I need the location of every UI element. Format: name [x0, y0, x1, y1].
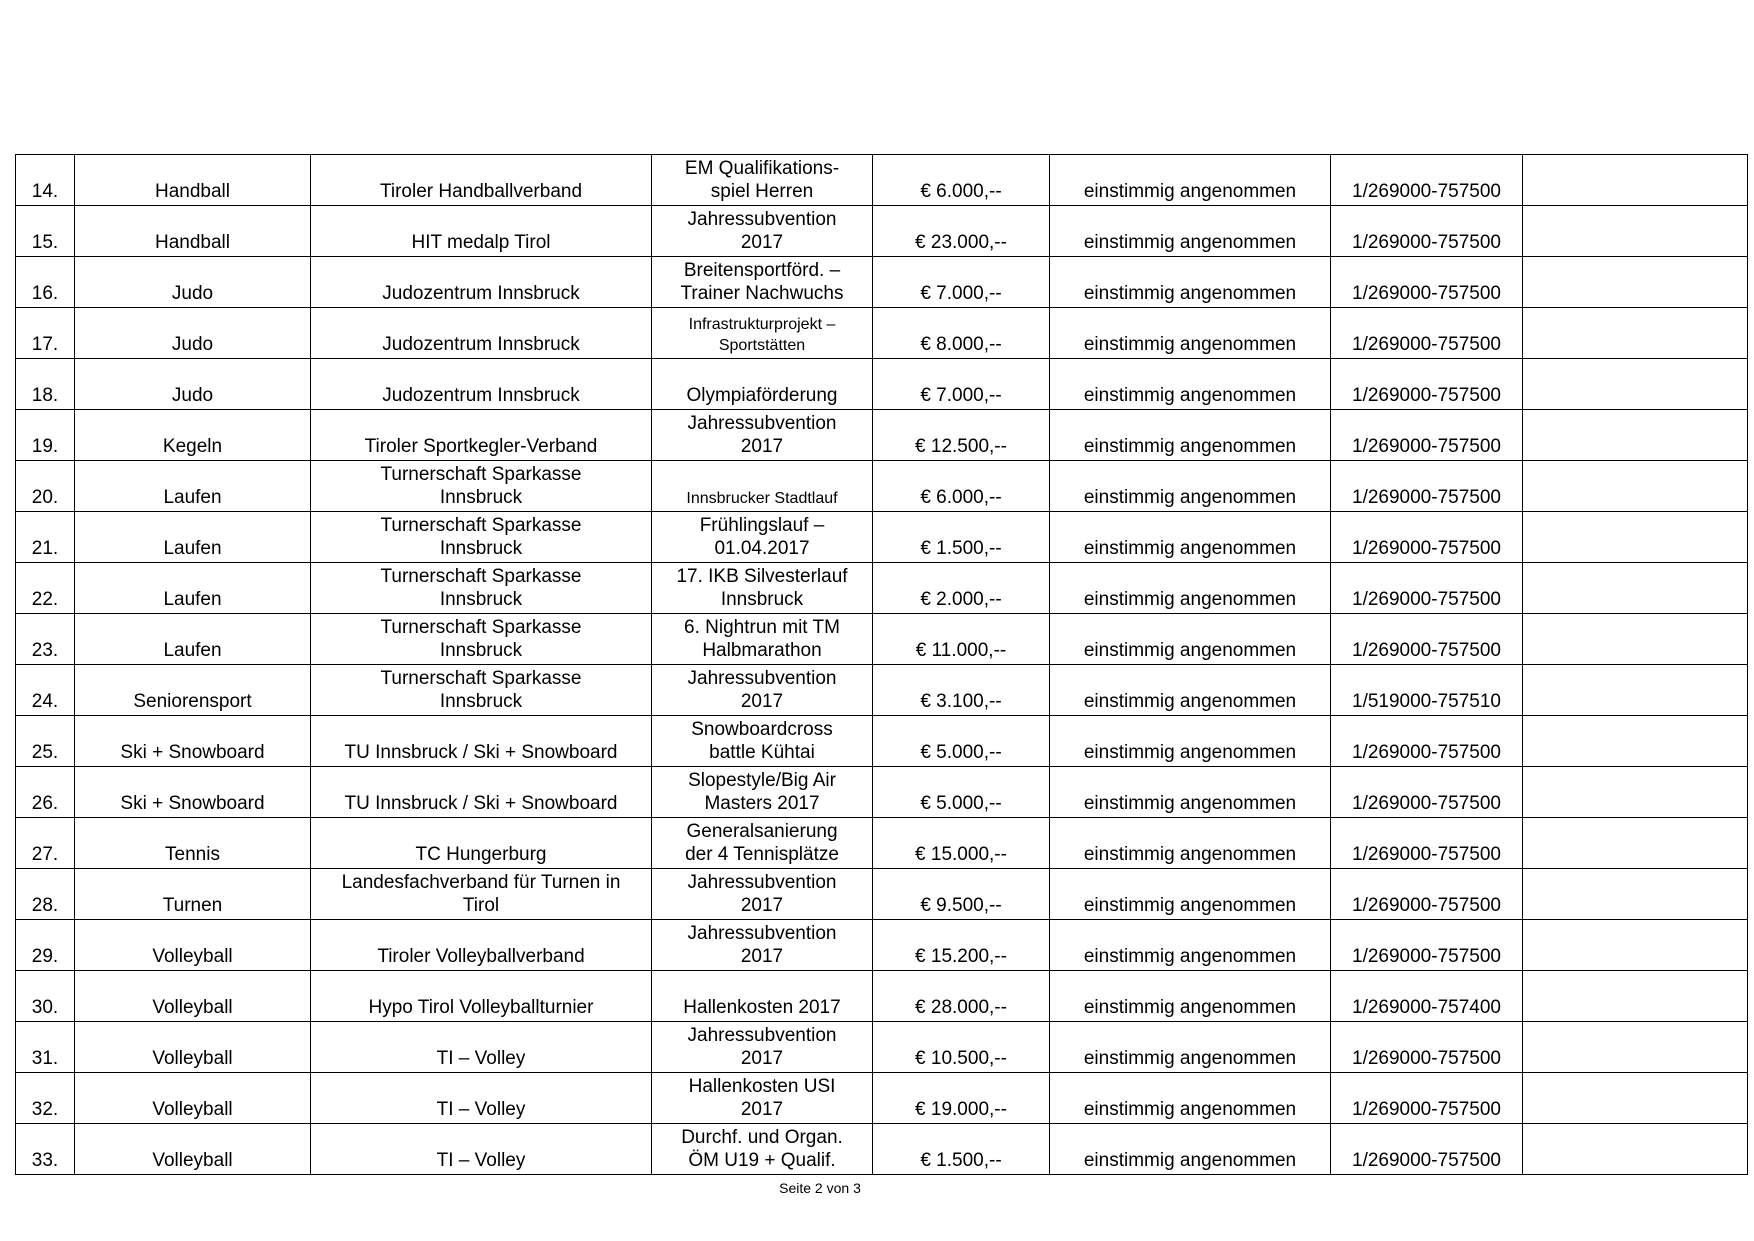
note-cell: [1523, 563, 1748, 614]
decision-cell: einstimmig angenommen: [1050, 410, 1331, 461]
decision-cell: einstimmig angenommen: [1050, 818, 1331, 869]
table-row: [16, 1022, 1748, 1073]
table-row: [16, 665, 1748, 716]
club-cell: Turnerschaft Sparkasse Innsbruck: [311, 563, 652, 614]
purpose-cell: Durchf. und Organ. ÖM U19 + Qualif.: [652, 1124, 873, 1175]
club-cell: Turnerschaft Sparkasse Innsbruck: [311, 614, 652, 665]
table-row: [16, 461, 1748, 512]
account-cell: 1/269000-757500: [1331, 461, 1523, 512]
amount-cell: € 11.000,--: [873, 614, 1050, 665]
amount-cell: € 1.500,--: [873, 1124, 1050, 1175]
purpose-cell: 17. IKB Silvesterlauf Innsbruck: [652, 563, 873, 614]
table-row: [16, 512, 1748, 563]
decision-cell: einstimmig angenommen: [1050, 206, 1331, 257]
row-number: 15.: [16, 206, 75, 257]
club-cell: Judozentrum Innsbruck: [311, 308, 652, 359]
club-cell: TI – Volley: [311, 1073, 652, 1124]
note-cell: [1523, 818, 1748, 869]
decision-cell: einstimmig angenommen: [1050, 359, 1331, 410]
amount-cell: € 19.000,--: [873, 1073, 1050, 1124]
table-row: [16, 563, 1748, 614]
account-cell: 1/269000-757500: [1331, 206, 1523, 257]
table-row: [16, 1073, 1748, 1124]
row-number: 22.: [16, 563, 75, 614]
sport-cell: Kegeln: [75, 410, 311, 461]
club-cell: Landesfachverband für Turnen in Tirol: [311, 869, 652, 920]
club-cell: HIT medalp Tirol: [311, 206, 652, 257]
amount-cell: € 5.000,--: [873, 767, 1050, 818]
account-cell: 1/269000-757500: [1331, 308, 1523, 359]
row-number: 33.: [16, 1124, 75, 1175]
account-cell: 1/269000-757500: [1331, 614, 1523, 665]
purpose-cell: Jahressubvention 2017: [652, 206, 873, 257]
row-number: 16.: [16, 257, 75, 308]
row-number: 29.: [16, 920, 75, 971]
amount-cell: € 10.500,--: [873, 1022, 1050, 1073]
row-number: 28.: [16, 869, 75, 920]
table-row: [16, 818, 1748, 869]
row-number: 23.: [16, 614, 75, 665]
club-cell: TU Innsbruck / Ski + Snowboard: [311, 716, 652, 767]
sport-cell: Laufen: [75, 563, 311, 614]
amount-cell: € 7.000,--: [873, 359, 1050, 410]
club-cell: Judozentrum Innsbruck: [311, 257, 652, 308]
purpose-cell: Hallenkosten 2017: [652, 971, 873, 1022]
row-number: 25.: [16, 716, 75, 767]
row-number: 32.: [16, 1073, 75, 1124]
note-cell: [1523, 308, 1748, 359]
row-number: 18.: [16, 359, 75, 410]
note-cell: [1523, 206, 1748, 257]
note-cell: [1523, 971, 1748, 1022]
note-cell: [1523, 614, 1748, 665]
decision-cell: einstimmig angenommen: [1050, 461, 1331, 512]
amount-cell: € 7.000,--: [873, 257, 1050, 308]
sport-cell: Turnen: [75, 869, 311, 920]
amount-cell: € 1.500,--: [873, 512, 1050, 563]
purpose-cell: Hallenkosten USI 2017: [652, 1073, 873, 1124]
decision-cell: einstimmig angenommen: [1050, 869, 1331, 920]
row-number: 14.: [16, 155, 75, 206]
row-number: 24.: [16, 665, 75, 716]
purpose-cell: Jahressubvention 2017: [652, 665, 873, 716]
purpose-cell: Innsbrucker Stadtlauf: [652, 461, 873, 512]
note-cell: [1523, 512, 1748, 563]
purpose-cell: Jahressubvention 2017: [652, 920, 873, 971]
amount-cell: € 8.000,--: [873, 308, 1050, 359]
amount-cell: € 3.100,--: [873, 665, 1050, 716]
purpose-cell: Jahressubvention 2017: [652, 410, 873, 461]
amount-cell: € 6.000,--: [873, 155, 1050, 206]
purpose-cell: 6. Nightrun mit TM Halbmarathon: [652, 614, 873, 665]
table-row: [16, 155, 1748, 206]
account-cell: 1/269000-757500: [1331, 410, 1523, 461]
sport-cell: Volleyball: [75, 1073, 311, 1124]
club-cell: Turnerschaft Sparkasse Innsbruck: [311, 512, 652, 563]
account-cell: 1/269000-757500: [1331, 1124, 1523, 1175]
account-cell: 1/269000-757500: [1331, 563, 1523, 614]
note-cell: [1523, 920, 1748, 971]
club-cell: Turnerschaft Sparkasse Innsbruck: [311, 665, 652, 716]
note-cell: [1523, 665, 1748, 716]
decision-cell: einstimmig angenommen: [1050, 716, 1331, 767]
note-cell: [1523, 461, 1748, 512]
account-cell: 1/269000-757500: [1331, 716, 1523, 767]
note-cell: [1523, 767, 1748, 818]
table-row: [16, 410, 1748, 461]
sport-cell: Volleyball: [75, 1022, 311, 1073]
note-cell: [1523, 155, 1748, 206]
note-cell: [1523, 1124, 1748, 1175]
table-row: [16, 869, 1748, 920]
account-cell: 1/269000-757500: [1331, 512, 1523, 563]
amount-cell: € 15.200,--: [873, 920, 1050, 971]
amount-cell: € 6.000,--: [873, 461, 1050, 512]
club-cell: TI – Volley: [311, 1022, 652, 1073]
account-cell: 1/269000-757500: [1331, 359, 1523, 410]
purpose-cell: Jahressubvention 2017: [652, 1022, 873, 1073]
note-cell: [1523, 359, 1748, 410]
club-cell: Judozentrum Innsbruck: [311, 359, 652, 410]
table-row: [16, 1124, 1748, 1175]
account-cell: 1/519000-757510: [1331, 665, 1523, 716]
sport-cell: Volleyball: [75, 971, 311, 1022]
grants-table: [15, 154, 1748, 1175]
row-number: 30.: [16, 971, 75, 1022]
table-row: [16, 614, 1748, 665]
table-row: [16, 971, 1748, 1022]
club-cell: Hypo Tirol Volleyballturnier: [311, 971, 652, 1022]
note-cell: [1523, 410, 1748, 461]
table-row: [16, 767, 1748, 818]
club-cell: TI – Volley: [311, 1124, 652, 1175]
amount-cell: € 28.000,--: [873, 971, 1050, 1022]
club-cell: TC Hungerburg: [311, 818, 652, 869]
decision-cell: einstimmig angenommen: [1050, 1124, 1331, 1175]
decision-cell: einstimmig angenommen: [1050, 512, 1331, 563]
decision-cell: einstimmig angenommen: [1050, 1022, 1331, 1073]
purpose-cell: Slopestyle/Big Air Masters 2017: [652, 767, 873, 818]
club-cell: TU Innsbruck / Ski + Snowboard: [311, 767, 652, 818]
decision-cell: einstimmig angenommen: [1050, 1073, 1331, 1124]
row-number: 31.: [16, 1022, 75, 1073]
table-row: [16, 716, 1748, 767]
decision-cell: einstimmig angenommen: [1050, 971, 1331, 1022]
row-number: 26.: [16, 767, 75, 818]
amount-cell: € 2.000,--: [873, 563, 1050, 614]
club-cell: Tiroler Volleyballverband: [311, 920, 652, 971]
decision-cell: einstimmig angenommen: [1050, 767, 1331, 818]
table-row: [16, 257, 1748, 308]
row-number: 17.: [16, 308, 75, 359]
note-cell: [1523, 869, 1748, 920]
sport-cell: Laufen: [75, 461, 311, 512]
sport-cell: Handball: [75, 155, 311, 206]
club-cell: Tiroler Sportkegler-Verband: [311, 410, 652, 461]
row-number: 27.: [16, 818, 75, 869]
account-cell: 1/269000-757500: [1331, 869, 1523, 920]
sport-cell: Volleyball: [75, 1124, 311, 1175]
table-row: [16, 920, 1748, 971]
purpose-cell: Frühlingslauf – 01.04.2017: [652, 512, 873, 563]
sport-cell: Judo: [75, 359, 311, 410]
account-cell: 1/269000-757400: [1331, 971, 1523, 1022]
sport-cell: Ski + Snowboard: [75, 767, 311, 818]
amount-cell: € 15.000,--: [873, 818, 1050, 869]
sport-cell: Volleyball: [75, 920, 311, 971]
note-cell: [1523, 716, 1748, 767]
decision-cell: einstimmig angenommen: [1050, 614, 1331, 665]
purpose-cell: Infrastrukturprojekt – Sportstätten: [652, 308, 873, 359]
amount-cell: € 9.500,--: [873, 869, 1050, 920]
account-cell: 1/269000-757500: [1331, 1073, 1523, 1124]
purpose-cell: Jahressubvention 2017: [652, 869, 873, 920]
sport-cell: Handball: [75, 206, 311, 257]
row-number: 19.: [16, 410, 75, 461]
table-body: [16, 155, 1748, 1175]
decision-cell: einstimmig angenommen: [1050, 665, 1331, 716]
amount-cell: € 5.000,--: [873, 716, 1050, 767]
decision-cell: einstimmig angenommen: [1050, 155, 1331, 206]
table-row: [16, 206, 1748, 257]
decision-cell: einstimmig angenommen: [1050, 308, 1331, 359]
purpose-cell: EM Qualifikations- spiel Herren: [652, 155, 873, 206]
note-cell: [1523, 1073, 1748, 1124]
sport-cell: Tennis: [75, 818, 311, 869]
sport-cell: Judo: [75, 308, 311, 359]
account-cell: 1/269000-757500: [1331, 767, 1523, 818]
purpose-cell: Snowboardcross battle Kühtai: [652, 716, 873, 767]
purpose-cell: Olympiaförderung: [652, 359, 873, 410]
account-cell: 1/269000-757500: [1331, 155, 1523, 206]
decision-cell: einstimmig angenommen: [1050, 920, 1331, 971]
row-number: 20.: [16, 461, 75, 512]
page-number: Seite 2 von 3: [779, 1180, 861, 1196]
account-cell: 1/269000-757500: [1331, 920, 1523, 971]
account-cell: 1/269000-757500: [1331, 1022, 1523, 1073]
table-row: [16, 308, 1748, 359]
purpose-cell: Breitensportförd. – Trainer Nachwuchs: [652, 257, 873, 308]
sport-cell: Laufen: [75, 512, 311, 563]
sport-cell: Seniorensport: [75, 665, 311, 716]
note-cell: [1523, 257, 1748, 308]
club-cell: Tiroler Handballverband: [311, 155, 652, 206]
sport-cell: Judo: [75, 257, 311, 308]
club-cell: Turnerschaft Sparkasse Innsbruck: [311, 461, 652, 512]
purpose-cell: Generalsanierung der 4 Tennisplätze: [652, 818, 873, 869]
sport-cell: Laufen: [75, 614, 311, 665]
note-cell: [1523, 1022, 1748, 1073]
amount-cell: € 12.500,--: [873, 410, 1050, 461]
row-number: 21.: [16, 512, 75, 563]
decision-cell: einstimmig angenommen: [1050, 563, 1331, 614]
table-row: [16, 359, 1748, 410]
account-cell: 1/269000-757500: [1331, 257, 1523, 308]
decision-cell: einstimmig angenommen: [1050, 257, 1331, 308]
account-cell: 1/269000-757500: [1331, 818, 1523, 869]
amount-cell: € 23.000,--: [873, 206, 1050, 257]
sport-cell: Ski + Snowboard: [75, 716, 311, 767]
